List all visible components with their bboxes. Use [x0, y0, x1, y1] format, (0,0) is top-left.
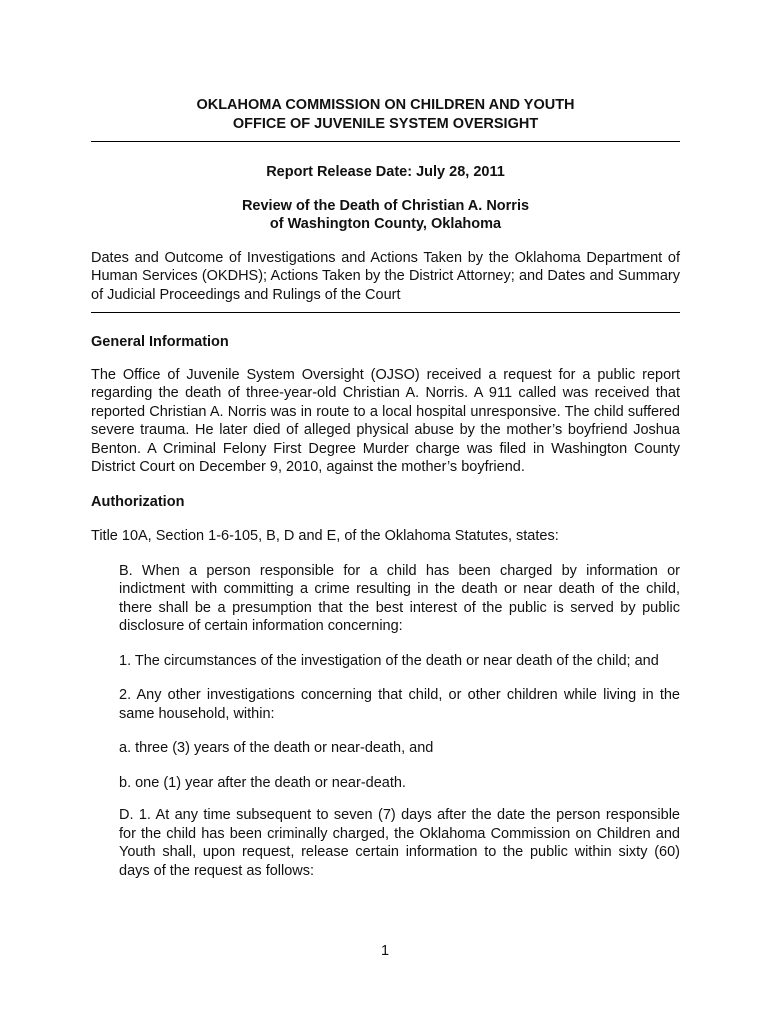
- report-scope-summary: Dates and Outcome of Investigations and Actions Taken by the Oklahoma Department of Human Services (OKDHS); Actions Taken by the District Attorney; and Dates and Summary of Judicial Proceedings and Rulings of the Court: [91, 249, 680, 303]
- statute-paragraph-d: D. 1. At any time subsequent to seven (7) days after the date the person responsible for the child has been criminally charged, the Oklahoma Commission on Children and Youth shall, upon request, release certain information to the public within sixty (60) days of the request as follows:: [119, 807, 680, 879]
- summary-divider: [91, 312, 680, 313]
- general-information-body: The Office of Juvenile System Oversight (OJSO) received a request for a public report regarding the death of three-year-old Christian A. Norris. A 911 called was received that reported Christian A. Norris was in route to a local hospital unresponsive. The child suffered severe trauma. He later died of alleged physical abuse by the mother’s boyfriend Joshua Benton. A Criminal Felony First Degree Murder charge was filed in Washington County District Court on December 9, 2010, against the mother’s boyfriend.: [91, 366, 680, 475]
- office-name: OFFICE OF JUVENILE SYSTEM OVERSIGHT: [232, 115, 539, 132]
- page-number: 1: [380, 943, 390, 959]
- release-date: Report Release Date: July 28, 2011: [266, 164, 505, 180]
- statute-item-1: 1. The circumstances of the investigation of the death or near death of the child; and: [119, 652, 659, 669]
- statute-item-2: 2. Any other investigations concerning that child, or other children while living in the same household, within:: [119, 687, 680, 722]
- agency-name: OKLAHOMA COMMISSION ON CHILDREN AND YOUTH: [196, 97, 575, 113]
- statute-item-a: a. three (3) years of the death or near-death, and: [119, 740, 434, 756]
- general-information-heading: General Information: [91, 334, 229, 350]
- header-divider: [91, 141, 680, 142]
- review-title-line1: Review of the Death of Christian A. Norris: [241, 197, 530, 214]
- document-body: [91, 96, 680, 880]
- review-title-line2: of Washington County, Oklahoma: [269, 216, 502, 232]
- authorization-heading: Authorization: [91, 493, 185, 510]
- statute-item-b: b. one (1) year after the death or near-death.: [119, 774, 406, 791]
- statute-paragraph-b: B. When a person responsible for a child has been charged by information or indictment with committing a crime resulting in the death or near death of the child, there shall be a presumption that the best interest of the public is served by public disclosure of certain information concerning:: [119, 562, 680, 634]
- statute-citation: Title 10A, Section 1-6-105, B, D and E, of the Oklahoma Statutes, states:: [91, 528, 559, 544]
